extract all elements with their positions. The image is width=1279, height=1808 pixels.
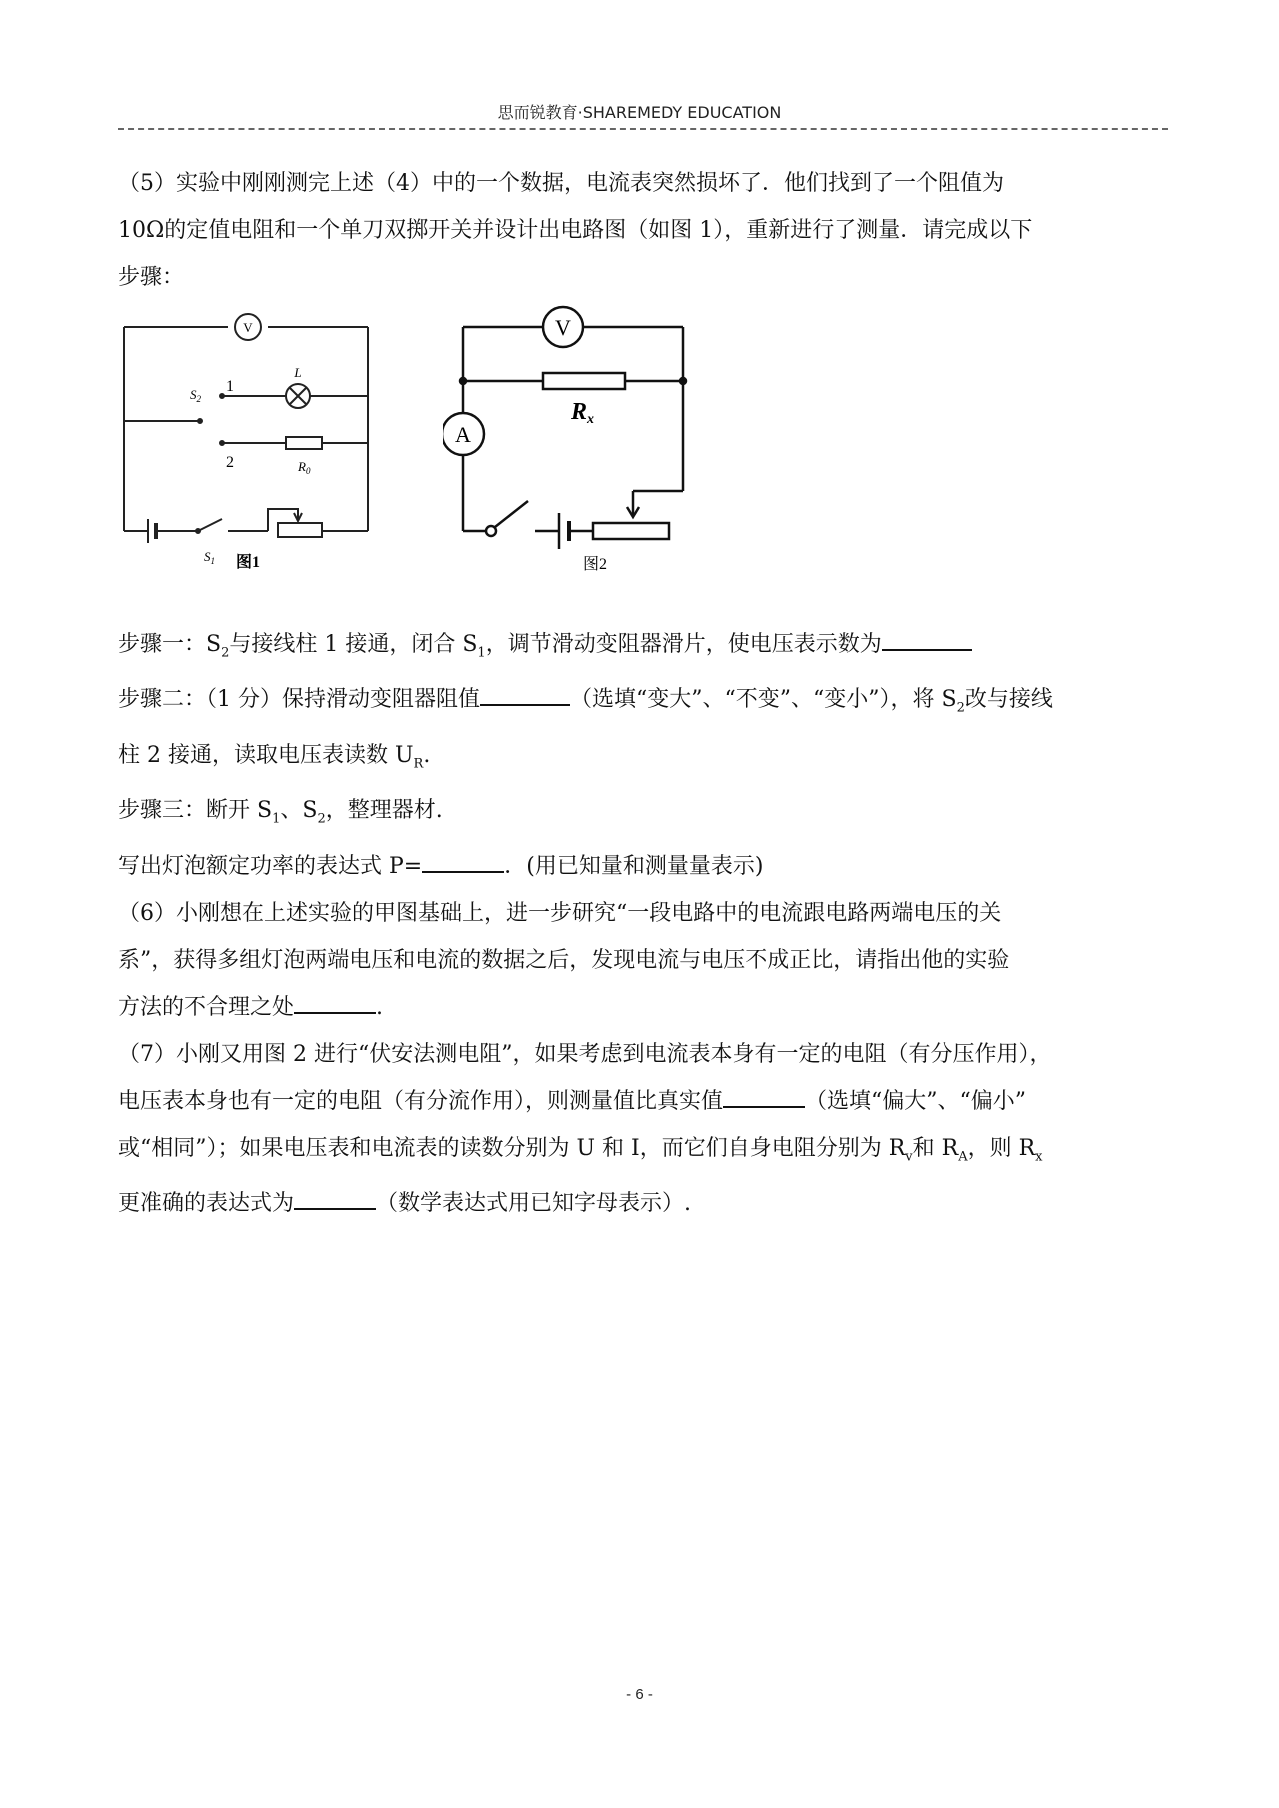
q7-line4: 更准确的表达式为 （数学表达式用已知字母表示）. (118, 1180, 1170, 1227)
figures (118, 309, 1170, 609)
step-3: 步骤三：断开 $S_1$、$S_2$，整理器材. (118, 798, 443, 827)
answer-blank[interactable] (422, 851, 504, 873)
answer-blank[interactable] (723, 1086, 805, 1108)
figure-1-caption: 图1 (236, 554, 261, 571)
q5-line3: 步骤： (118, 265, 185, 290)
page-header: 思而锐教育·SHAREMEDY EDUCATION (497, 103, 782, 122)
answer-blank[interactable] (480, 684, 570, 706)
answer-blank[interactable] (294, 992, 376, 1014)
q6-line2: 系”，获得多组灯泡两端电压和电流的数据之后，发现电流与电压不成正比，请指出他的实验 (118, 947, 1010, 973)
step-1: 步骤一：$S_2$与接线柱 1 接通，闭合 $S_1$，调节滑动变阻器滑片，使电压表示数为 (118, 621, 1170, 676)
q6-line3: 方法的不合理之处 . (118, 984, 1170, 1031)
terminal-1-label: 1 (226, 378, 234, 395)
step-2-cont: 柱 2 接通，读取电压表读数 $U_R$. (118, 742, 431, 772)
figure-2-caption: 图2 (583, 556, 608, 573)
answer-blank[interactable] (882, 629, 972, 651)
r0-label: $R_0$ (298, 459, 311, 476)
rx-label: Rx (571, 399, 595, 427)
header-divider (118, 128, 1168, 130)
s1-label: $S_1$ (204, 549, 215, 566)
ammeter-label: A (455, 422, 471, 447)
q6-line1: （6）小刚想在上述实验的甲图基础上，进一步研究“一段电路中的电流跟电路两端电压的关 (118, 900, 1002, 926)
circuit-figure-1 (118, 309, 418, 609)
voltmeter-label: V (243, 320, 253, 335)
question-body (118, 160, 1170, 1227)
answer-blank[interactable] (294, 1188, 376, 1210)
voltmeter-label: V (555, 315, 571, 340)
q7-line1: （7）小刚又用图 2 进行“伏安法测电阻”，如果考虑到电流表本身有一定的电阻（有分压作用）， (118, 1041, 1052, 1067)
page-number: - 6 - (626, 1686, 653, 1703)
q7-line2: 电压表本身也有一定的电阻（有分流作用），则测量值比真实值 （选填“偏大”、“偏小” (118, 1078, 1170, 1125)
q7-line3: 或“相同”）；如果电压表和电流表的读数分别为 U 和 I，而它们自身电阻分别为 $R_v$和 $R_A$，则 $R_x$ (118, 1135, 1043, 1164)
terminal-2-label: 2 (226, 454, 234, 471)
step-2: 步骤二：（1 分）保持滑动变阻器阻值 （选填“变大”、“不变”、“变小”），将 $S_2$改与接线 (118, 676, 1170, 731)
q5-line2: 10Ω的定值电阻和一个单刀双掷开关并设计出电路图（如图 1），重新进行了测量．请完成以下 (118, 218, 1033, 243)
power-expression: 写出灯泡额定功率的表达式 P= ．(用已知量和测量量表示) (118, 843, 1170, 890)
bulb-label: L (294, 365, 302, 380)
circuit-figure-2 (443, 301, 733, 601)
s2-label: $S_2$ (190, 387, 201, 404)
q5-line1: （5）实验中刚刚测完上述（4）中的一个数据，电流表突然损坏了．他们找到了一个阻值为 (118, 171, 1004, 196)
